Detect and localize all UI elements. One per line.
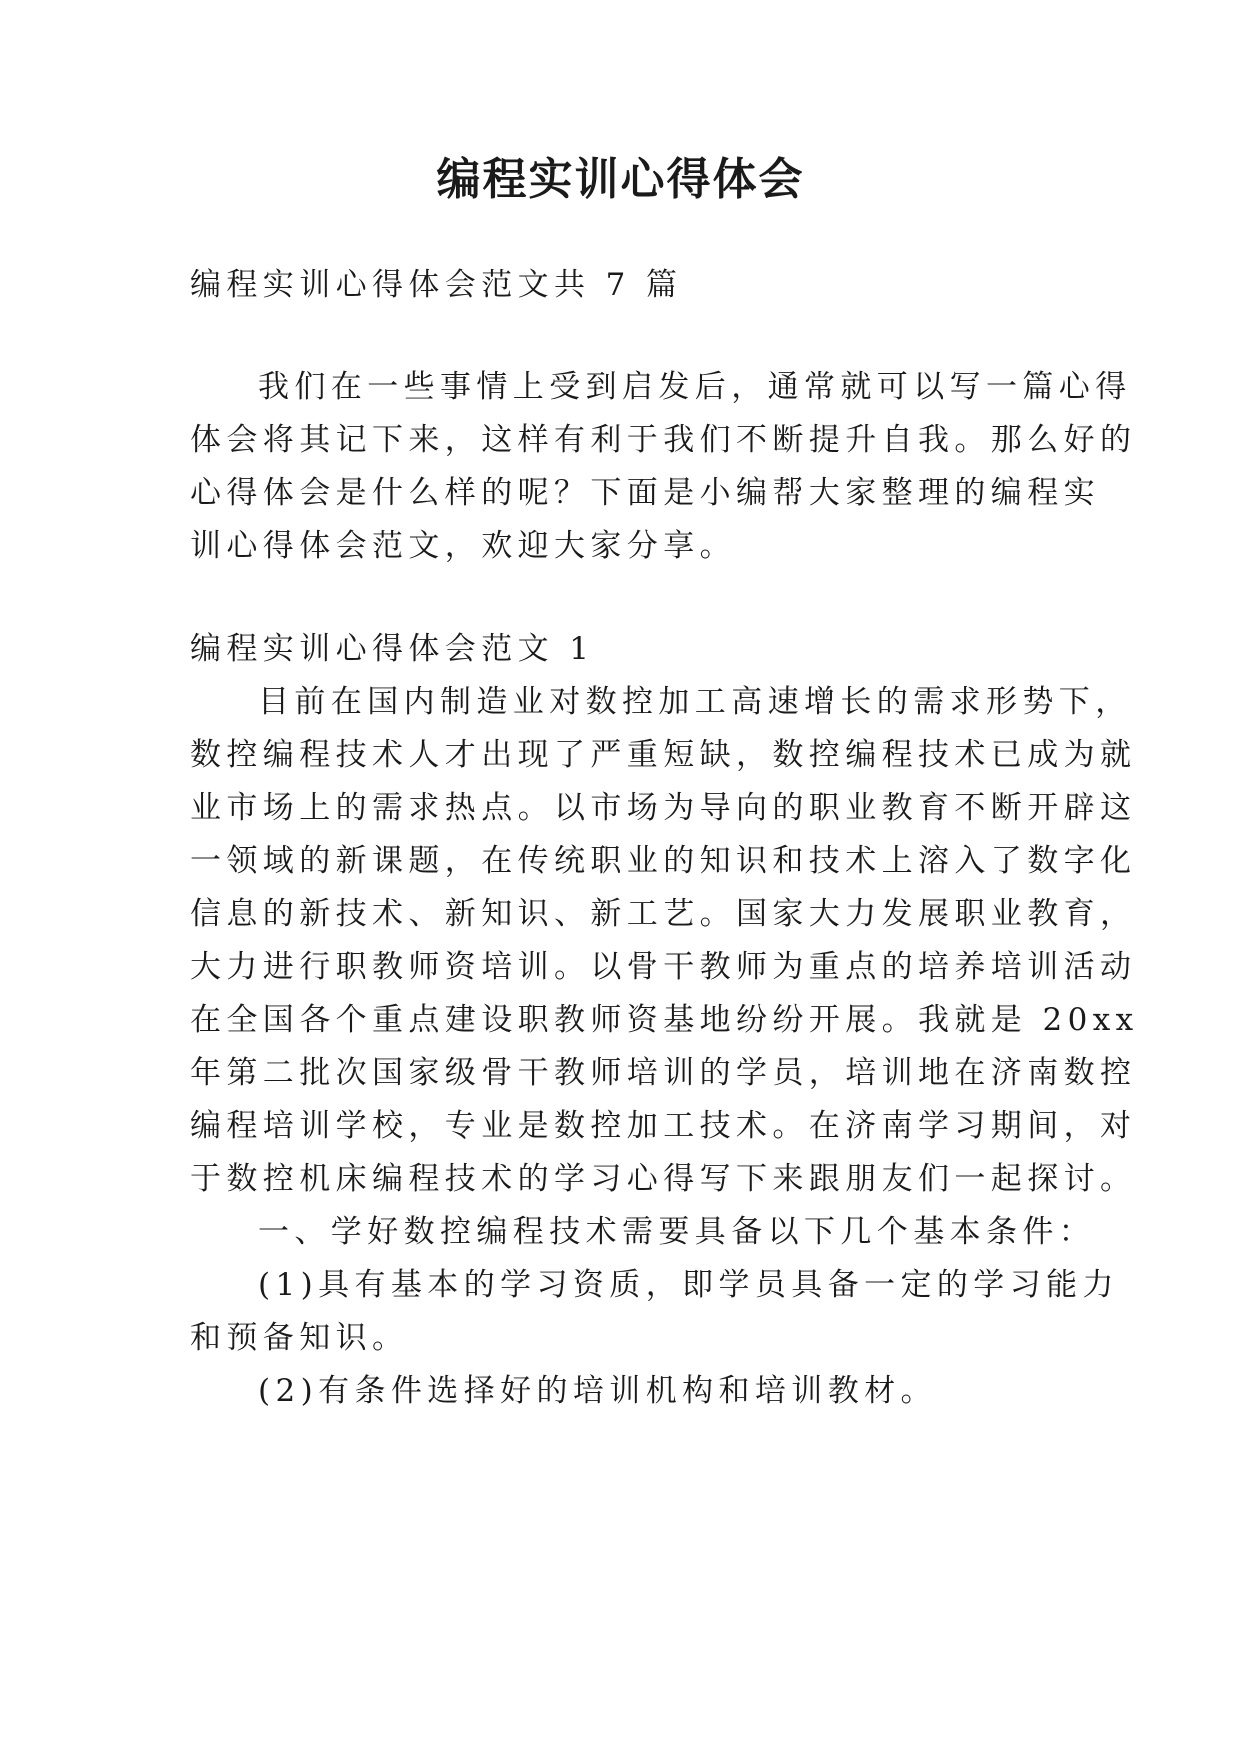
page-title: 编程实训心得体会	[436, 154, 805, 205]
body-line: 一领域的新课题，在传统职业的知识和技术上溶入了数字化	[190, 843, 1137, 879]
body-line: 年第二批次国家级骨干教师培训的学员，培训地在济南数控	[190, 1055, 1137, 1091]
list-item-continuation: 和预备知识。	[190, 1320, 409, 1356]
body-line: 大力进行职教师资培训。以骨干教师为重点的培养培训活动	[190, 949, 1137, 985]
body-line: 业市场上的需求热点。以市场为导向的职业教育不断开辟这	[190, 790, 1137, 826]
list-item: (2)有条件选择好的培训机构和培训教材。	[258, 1373, 937, 1409]
body-line: 在全国各个重点建设职教师资基地纷纷开展。我就是 20xx	[190, 1002, 1139, 1038]
body-line: 信息的新技术、新知识、新工艺。国家大力发展职业教育，	[190, 896, 1137, 932]
body-line: 编程培训学校，专业是数控加工技术。在济南学习期间，对	[190, 1108, 1137, 1144]
intro-line: 心得体会是什么样的呢？下面是小编帮大家整理的编程实	[190, 475, 1100, 511]
body-line: 目前在国内制造业对数控加工高速增长的需求形势下，	[258, 684, 1132, 720]
intro-line: 训心得体会范文，欢迎大家分享。	[190, 528, 736, 564]
body-line: 于数控机床编程技术的学习心得写下来跟朋友们一起探讨。	[190, 1161, 1137, 1197]
point-heading: 一、学好数控编程技术需要具备以下几个基本条件：	[258, 1214, 1096, 1250]
section-heading: 编程实训心得体会范文 1	[190, 631, 595, 667]
intro-line: 我们在一些事情上受到启发后，通常就可以写一篇心得	[258, 369, 1132, 405]
body-line: 数控编程技术人才出现了严重短缺，数控编程技术已成为就	[190, 737, 1137, 773]
intro-line: 体会将其记下来，这样有利于我们不断提升自我。那么好的	[190, 422, 1137, 458]
list-item: (1)具有基本的学习资质，即学员具备一定的学习能力	[258, 1267, 1119, 1303]
document-subtitle: 编程实训心得体会范文共 7 篇	[190, 267, 683, 303]
